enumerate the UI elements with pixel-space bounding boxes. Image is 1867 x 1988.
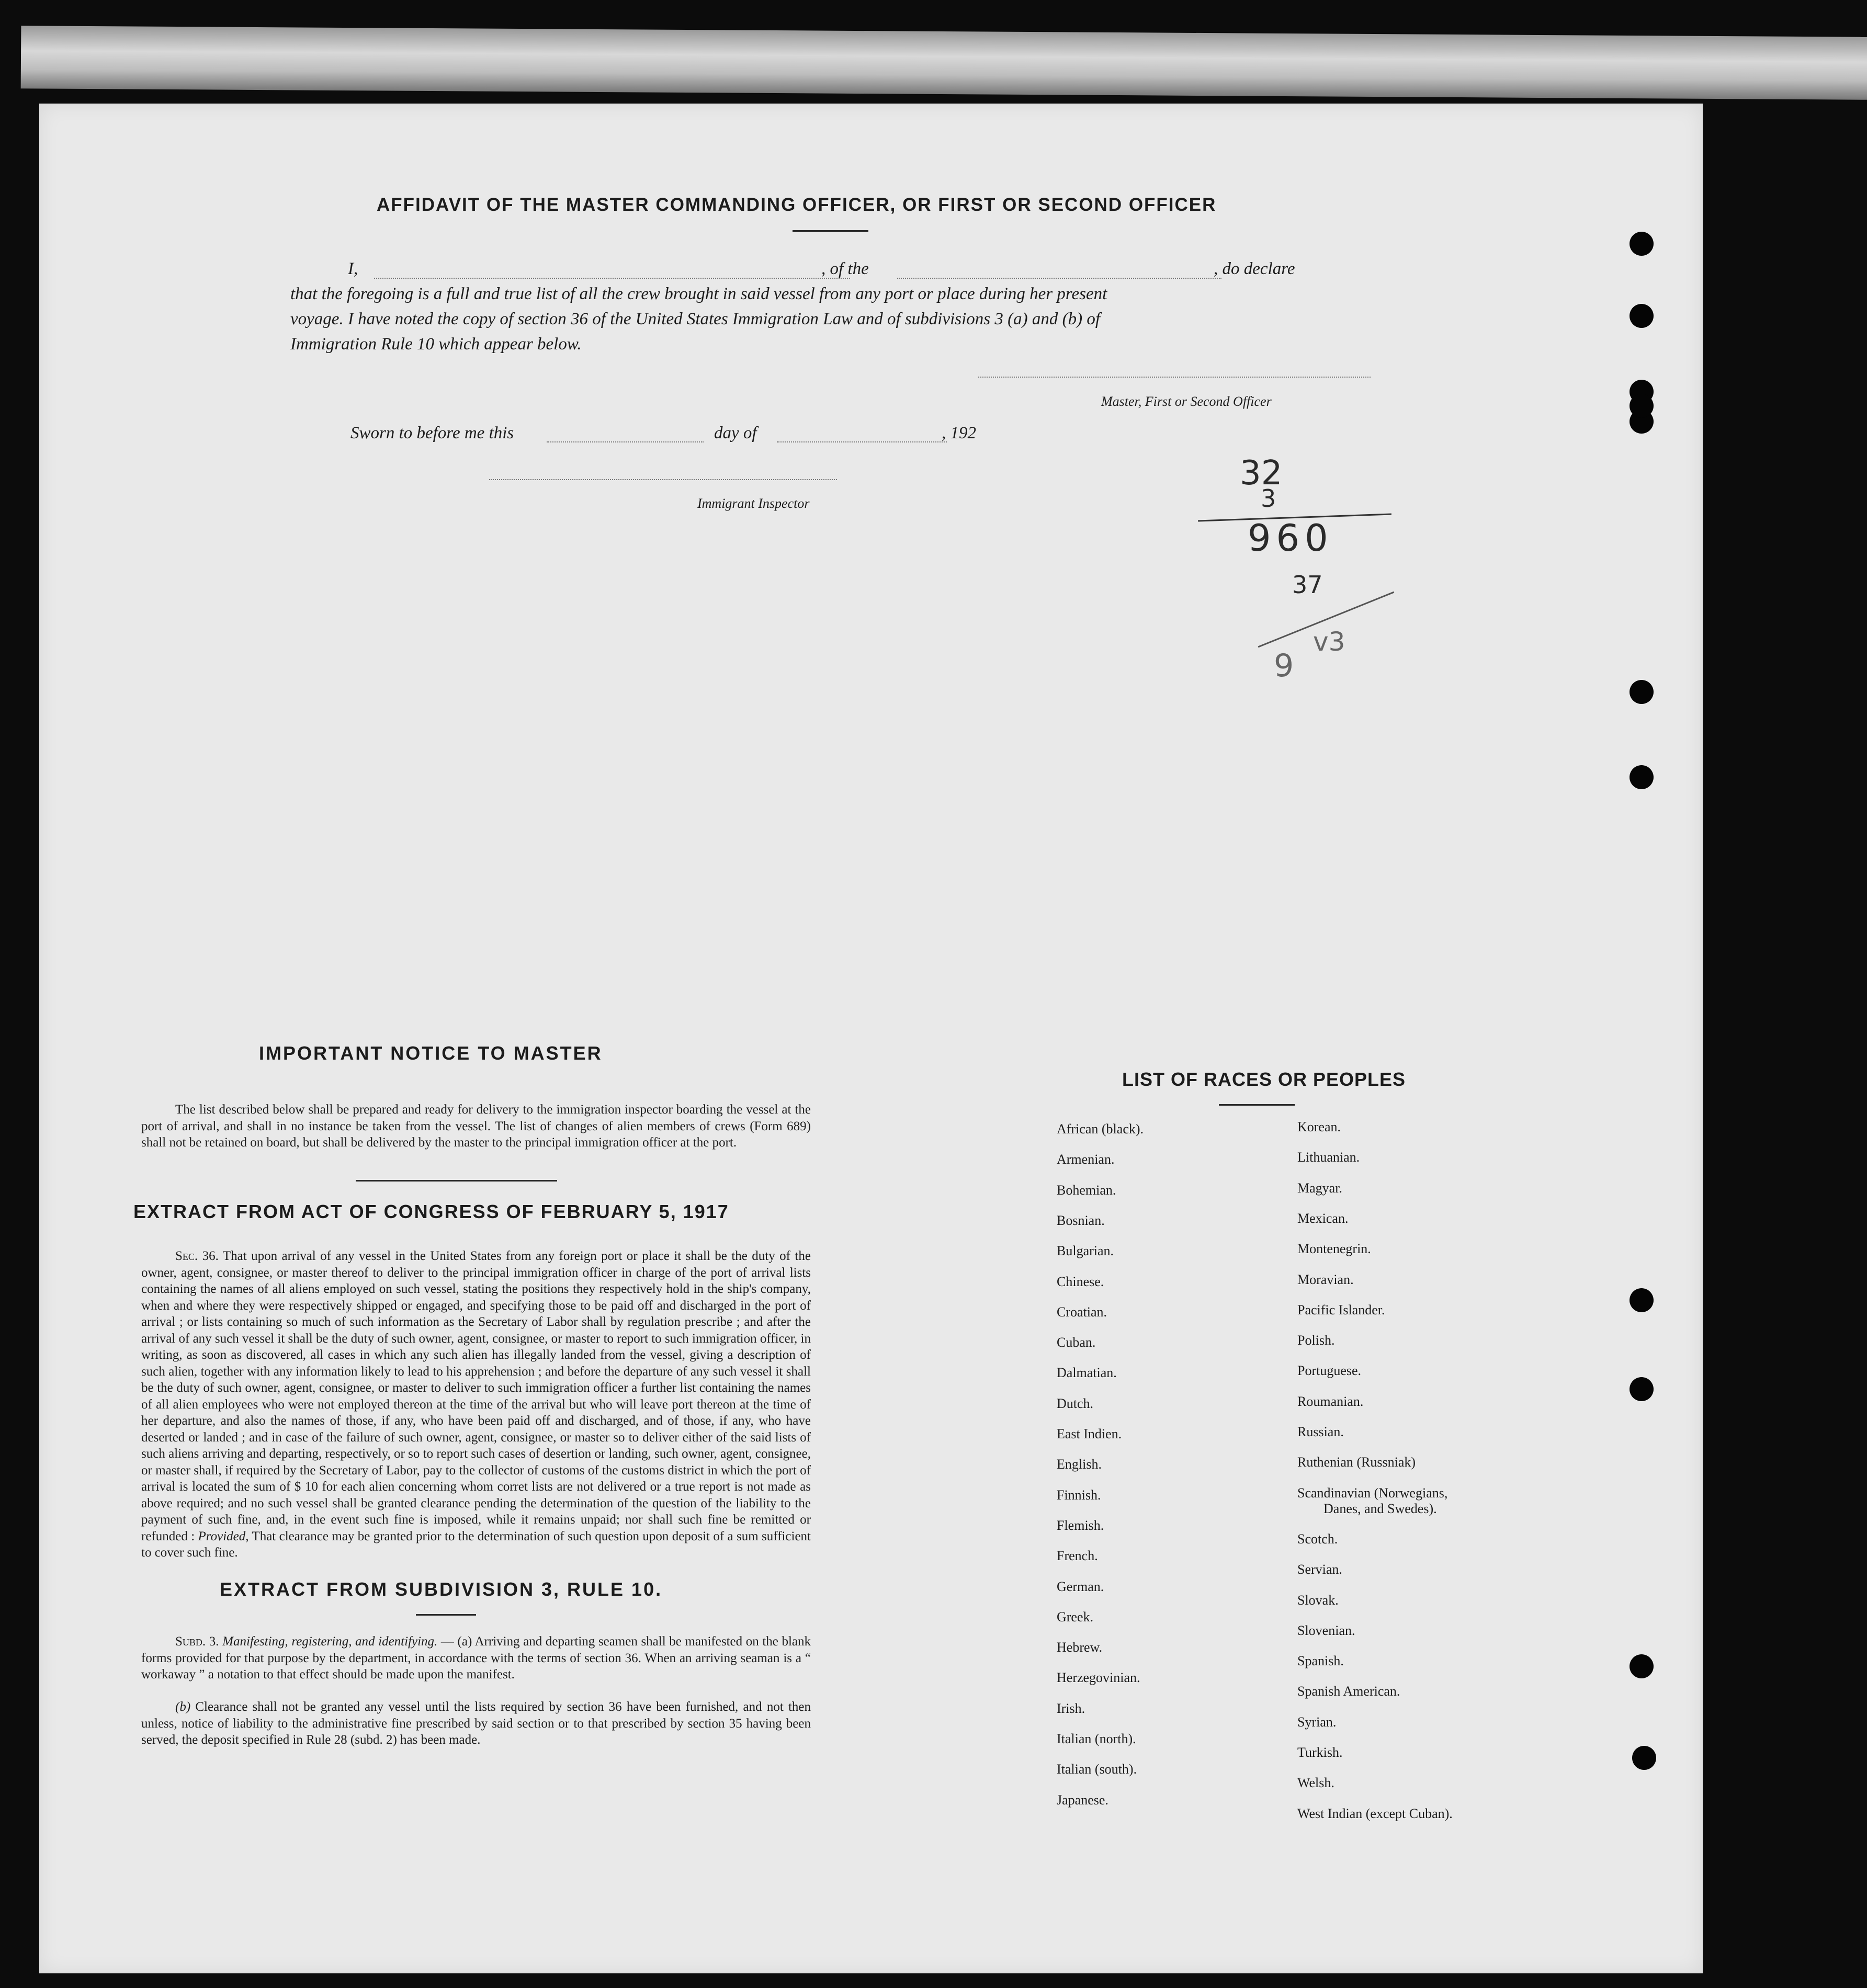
rule-subd-heading: Manifesting, registering, and identifying. bbox=[222, 1634, 438, 1649]
rule-subd-label: Subd. 3. bbox=[175, 1634, 219, 1649]
race-item: Russian. bbox=[1297, 1424, 1344, 1439]
binding-edge-strip bbox=[21, 26, 1867, 100]
race-item: Japanese. bbox=[1057, 1792, 1108, 1808]
race-item: Lithuanian. bbox=[1297, 1150, 1360, 1165]
race-item: German. bbox=[1057, 1578, 1104, 1594]
race-item: Dalmatian. bbox=[1057, 1365, 1117, 1381]
race-item: Chinese. bbox=[1057, 1274, 1104, 1289]
punch-hole bbox=[1630, 304, 1654, 328]
handwritten-note-32: 32 bbox=[1240, 454, 1283, 493]
race-item: East Indien. bbox=[1057, 1426, 1122, 1441]
rule-title: EXTRACT FROM SUBDIVISION 3, RULE 10. bbox=[220, 1578, 663, 1600]
race-item: Hebrew. bbox=[1057, 1640, 1103, 1655]
race-item: Montenegrin. bbox=[1297, 1241, 1371, 1257]
race-item: Syrian. bbox=[1297, 1714, 1337, 1730]
race-item: Scotch. bbox=[1297, 1531, 1338, 1547]
rule-title-rule bbox=[416, 1614, 476, 1616]
sworn-day-of: day of bbox=[714, 424, 757, 442]
notice-title: IMPORTANT NOTICE TO MASTER bbox=[259, 1042, 603, 1064]
punch-hole bbox=[1630, 232, 1654, 256]
inspector-signature-line bbox=[489, 479, 837, 480]
notice-text: The list described below shall be prepared and ready for delivery to the immigration inspector boarding the vessel at the port of arrival, and shall in no instance be taken from the vessel. The list of changes of alien members of crews (Form 689) shall not be retained on board, but shall be delivered by the master to the principal immigration officer at the port. bbox=[141, 1103, 811, 1150]
race-item: Mexican. bbox=[1297, 1210, 1349, 1226]
race-item: Greek. bbox=[1057, 1609, 1094, 1625]
sworn-year: , 192 bbox=[942, 424, 976, 442]
race-item: Scandinavian (Norwegians, bbox=[1297, 1485, 1448, 1501]
rule-subd-b bbox=[141, 1699, 811, 1748]
race-item: Roumanian. bbox=[1297, 1393, 1364, 1409]
handwritten-note-9: 9 bbox=[1274, 647, 1294, 684]
affidavit-i: I, bbox=[348, 259, 358, 278]
handwritten-note-v3: v3 bbox=[1313, 627, 1345, 657]
race-item: Italian (south). bbox=[1057, 1762, 1137, 1777]
race-item: Portuguese. bbox=[1297, 1363, 1362, 1379]
race-item: Moravian. bbox=[1297, 1271, 1354, 1287]
race-item: Croatian. bbox=[1057, 1304, 1107, 1320]
affidavit-title-rule bbox=[793, 230, 868, 232]
inspector-label: Immigrant Inspector bbox=[697, 496, 810, 511]
race-item: Slovak. bbox=[1297, 1592, 1339, 1608]
affidavit-title: AFFIDAVIT OF THE MASTER COMMANDING OFFICER, OR FIRST OR SECOND OFFICER bbox=[377, 195, 1217, 215]
punch-hole bbox=[1632, 1746, 1656, 1770]
race-item: Dutch. bbox=[1057, 1395, 1094, 1411]
act-provided: Provided, bbox=[198, 1529, 249, 1543]
affidavit-line-3: voyage. I have noted the copy of section 36 of the United States Immigration Law and of subdivisions 3 (a) and (b) of bbox=[290, 310, 1101, 328]
punch-hole bbox=[1630, 765, 1654, 789]
race-item: Spanish American. bbox=[1297, 1684, 1400, 1699]
race-item: Slovenian. bbox=[1297, 1622, 1355, 1638]
punch-hole bbox=[1630, 1654, 1654, 1678]
vessel-blank-line bbox=[897, 278, 1221, 279]
rule-subd-a bbox=[141, 1633, 811, 1683]
race-item: Finnish. bbox=[1057, 1487, 1101, 1503]
race-item: Bosnian. bbox=[1057, 1212, 1105, 1228]
race-item: Welsh. bbox=[1297, 1775, 1334, 1791]
race-item: French. bbox=[1057, 1548, 1098, 1564]
rule-subd-b-label: (b) bbox=[175, 1700, 191, 1714]
race-item: Cuban. bbox=[1057, 1335, 1096, 1350]
rule-subd-b-text: Clearance shall not be granted any vessel until the lists required by section 36 have been furnished, and not then unless, notice of liability to the administrative fine prescribed by said section or to that prescribed by section 35 having been served, the deposit specified in Rule 28 (subd. 2) has been made. bbox=[141, 1700, 811, 1747]
race-item: Herzegovinian. bbox=[1057, 1670, 1140, 1686]
affidavit-line-4: Immigration Rule 10 which appear below. bbox=[290, 335, 582, 354]
punch-hole bbox=[1630, 394, 1654, 418]
sworn-prefix: Sworn to before me this bbox=[350, 424, 514, 442]
race-item: West Indian (except Cuban). bbox=[1297, 1805, 1453, 1821]
race-item: Irish. bbox=[1057, 1700, 1085, 1716]
race-item: Korean. bbox=[1297, 1119, 1341, 1134]
affidavit-line-2: that the foregoing is a full and true list of all the crew brought in said vessel from any port or place during her present bbox=[290, 285, 1107, 303]
race-item: Bohemian. bbox=[1057, 1182, 1116, 1198]
act-sec-label: Sec. 36. bbox=[175, 1249, 219, 1263]
name-blank-line bbox=[374, 278, 850, 279]
sworn-month-blank bbox=[777, 441, 947, 442]
race-item: Danes, and Swedes). bbox=[1323, 1501, 1437, 1516]
race-item: Ruthenian (Russniak) bbox=[1297, 1455, 1416, 1470]
act-title: EXTRACT FROM ACT OF CONGRESS OF FEBRUARY 5, 1917 bbox=[133, 1201, 729, 1222]
punch-hole bbox=[1630, 1377, 1654, 1401]
handwritten-note-37: 37 bbox=[1292, 571, 1323, 599]
notice-rule bbox=[356, 1180, 557, 1182]
race-item: Flemish. bbox=[1057, 1517, 1104, 1533]
race-item: Bulgarian. bbox=[1057, 1243, 1114, 1259]
master-signature-line bbox=[978, 377, 1371, 378]
race-item: Italian (north). bbox=[1057, 1731, 1136, 1746]
race-item: Magyar. bbox=[1297, 1180, 1342, 1196]
race-item: Armenian. bbox=[1057, 1152, 1115, 1167]
races-title: LIST OF RACES OR PEOPLES bbox=[1122, 1069, 1406, 1090]
race-item: Servian. bbox=[1297, 1562, 1342, 1577]
affidavit-do-declare: , do declare bbox=[1214, 259, 1295, 278]
act-text bbox=[141, 1248, 811, 1561]
master-signature-label: Master, First or Second Officer bbox=[1101, 394, 1272, 409]
race-item: Pacific Islander. bbox=[1297, 1302, 1385, 1317]
sworn-day-blank bbox=[547, 441, 704, 442]
document-page bbox=[39, 104, 1703, 1973]
rule-subd-a-text: — (a) Arriving and departing seamen shall be manifested on the blank forms provided for that purpose by the department, in accordance with the terms of section 36. When an arriving seaman is a “ workaway ” a notation to that effect should be made upon the manifest. bbox=[141, 1634, 811, 1682]
races-title-rule bbox=[1219, 1104, 1295, 1106]
race-item: English. bbox=[1057, 1457, 1102, 1472]
handwritten-note-3: 3 bbox=[1261, 484, 1276, 513]
punch-hole bbox=[1630, 1288, 1654, 1312]
punch-hole bbox=[1630, 680, 1654, 704]
race-item: Polish. bbox=[1297, 1333, 1335, 1348]
race-item: African (black). bbox=[1057, 1121, 1144, 1137]
race-item: Turkish. bbox=[1297, 1745, 1343, 1760]
race-item: Spanish. bbox=[1297, 1653, 1344, 1669]
act-body: That upon arrival of any vessel in the United States from any foreign port or place it shall be the duty of the owner, agent, consignee, or master thereof to deliver to the principal immigration officer in charge of the port of arrival lists containing the names of all aliens employed on such vessel, stating the positions they respectively hold in the ship's company, when and where they were respectively shipped or engaged, and specifying those to be paid off and discharged in the port of arrival ; or lists containing so much of such information as the Secretary of Labor shall by regulation prescribe ; and after the arrival of any such vessel it shall be the duty of such owner, agent, consignee, or master to report to such immigration officer, in writing, as soon as discovered, all cases in which any such alien has illegally landed from the vessel, giving a description of such alien, together with any information likely to lead to his apprehension ; and before the departure of any such vessel it shall be the duty of such owner, agent, consignee, or master to deliver to such immigration officer a further list containing the names of all alien employees who were not employed thereon at the time of the arrival but who will leave port thereon at the time of her departure, and also the names of those, if any, who have been paid off and discharged, and of those, if any, who have deserted or landed ; and in case of the failure of such owner, agent, consignee, or master so to deliver either of the said lists of such aliens arriving and departing, respectively, or so to report such cases of desertion or landing, such owner, agent, consignee, or master shall, if required by the Secretary of Labor, pay to the collector of customs of the customs district in which the port of arrival is located the sum of $ 10 for each alien concerning whom corret lists are not delivered or a true report is not made as above required; and no such vessel shall be granted clearance pending the determination of the question of the liability to the payment of such fine, and, in the event such fine is imposed, while it remains unpaid; nor shall such fine be remitted or refunded : bbox=[141, 1249, 811, 1543]
act-body-end: That clearance may be granted prior to the determination of such question upon deposit of a sum sufficient to cover such fine. bbox=[141, 1529, 811, 1560]
handwritten-note-960: 960 bbox=[1248, 517, 1333, 560]
affidavit-of-the: , of the bbox=[821, 259, 869, 278]
